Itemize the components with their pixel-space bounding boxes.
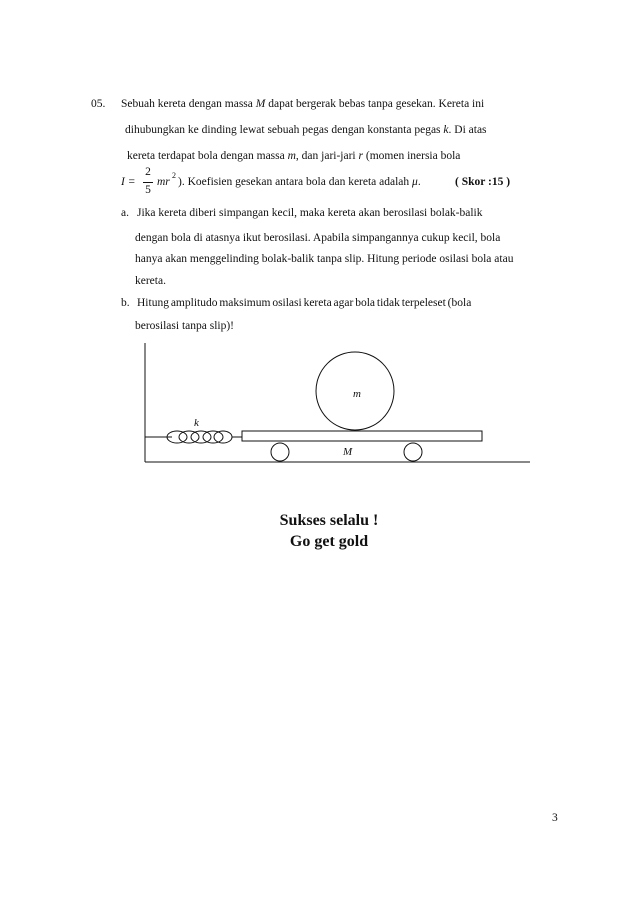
cart-wheel-left — [271, 443, 289, 461]
formula-denominator: 5 — [145, 184, 151, 196]
formula-mr: mr — [157, 176, 170, 188]
text-segment: , dan jari-jari — [295, 150, 359, 162]
var-k: k — [443, 124, 449, 136]
part-a-line-1: Jika kereta diberi simpangan kecil, maka kereta akan berosilasi bolak-balik — [137, 207, 483, 219]
cart-body — [242, 431, 482, 441]
formula-exponent: 2 — [172, 171, 176, 180]
label-M: M — [343, 446, 353, 458]
text-segment: dihubungkan ke dinding lewat sebuah pegas dengan konstanta pegas — [125, 124, 444, 136]
question-number: 05. — [91, 98, 106, 110]
part-a-marker: a. — [121, 207, 129, 219]
cart-wheel-right — [404, 443, 422, 461]
label-m: m — [353, 388, 361, 400]
page-number: 3 — [552, 812, 558, 824]
part-b-line-2: berosilasi tanpa slip)! — [135, 320, 235, 332]
part-a-line-4: kereta. — [135, 275, 166, 287]
text-segment: kereta terdapat bola dengan massa — [127, 150, 288, 162]
formula-lhs: I = — [121, 176, 136, 188]
text-segment: . Di atas — [448, 124, 487, 136]
var-m: m — [287, 150, 296, 162]
text-segment: ). Koefisien gesekan antara bola dan kereta adalah — [178, 176, 413, 188]
closing-line-1: Sukses selalu ! — [279, 512, 379, 529]
text-segment: dapat bergerak bebas tanpa gesekan. Kereta ini — [265, 98, 485, 110]
part-b-line-1: Hitung amplitudo maksimum osilasi kereta agar bola tidak terpeleset (bola — [137, 297, 472, 309]
label-k: k — [194, 417, 199, 429]
formula-numerator: 2 — [145, 166, 151, 178]
part-a-line-3: hanya akan menggelinding bolak-balik tanpa slip. Hitung periode osilasi bola atau — [135, 253, 514, 265]
score-label: ( Skor :15 ) — [455, 176, 511, 188]
spring-coils — [167, 431, 232, 443]
text-segment: (momen inersia bola — [363, 150, 461, 162]
text-segment: . — [417, 176, 421, 188]
var-mu: μ — [412, 176, 418, 188]
closing-line-2: Go get gold — [289, 533, 369, 550]
text-segment: Sebuah kereta dengan massa — [121, 98, 256, 110]
part-a-line-2: dengan bola di atasnya ikut berosilasi. Apabila simpangannya cukup kecil, bola — [135, 232, 501, 244]
var-M: M — [255, 98, 266, 110]
part-b-marker: b. — [121, 297, 130, 309]
var-r: r — [358, 150, 363, 162]
